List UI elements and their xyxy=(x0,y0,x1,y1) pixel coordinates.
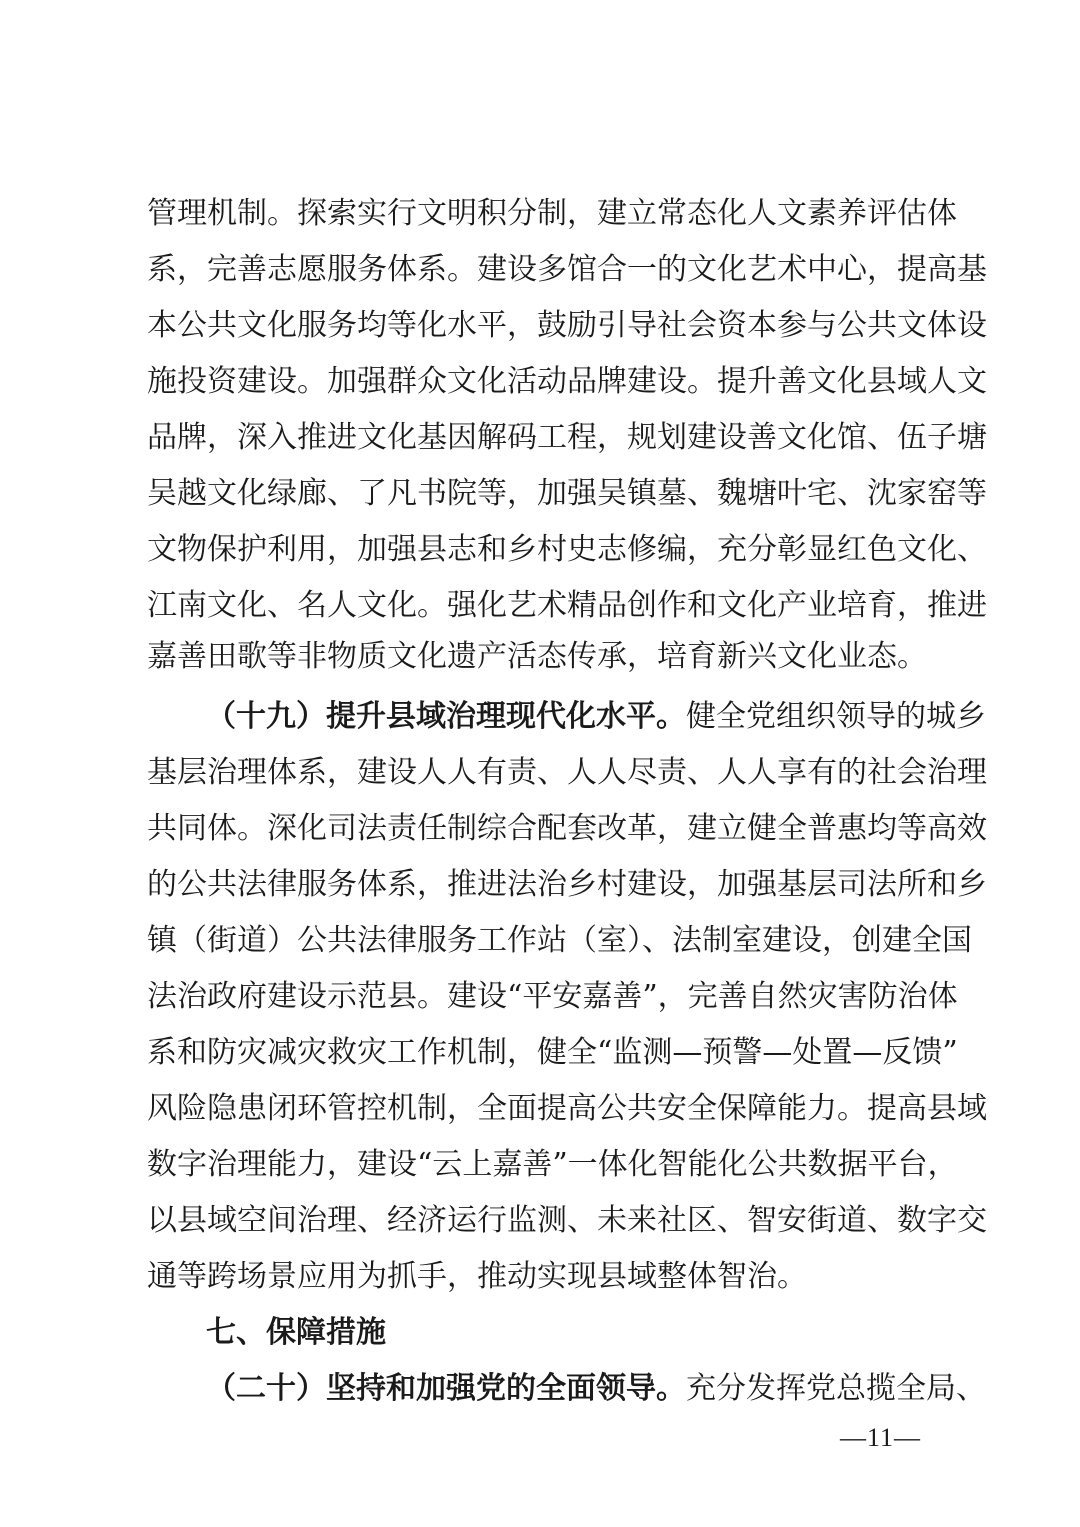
section-20-first-line xyxy=(206,1369,986,1409)
paragraph-line: 共同体。深化司法责任制综合配套改革，建立健全普惠均等高效 xyxy=(147,811,987,846)
paragraph-line: 文物保护利用，加强县志和乡村史志修编，充分彰显红色文化、 xyxy=(147,532,987,567)
paragraph-line: 施投资建设。加强群众文化活动品牌建设。提升善文化县域人文 xyxy=(147,364,987,399)
paragraph-line: 风险隐患闭环管控机制，全面提高公共安全保障能力。提高县域 xyxy=(147,1091,987,1126)
paragraph-line: 法治政府建设示范县。建设“平安嘉善”，完善自然灾害防治体 xyxy=(147,979,958,1014)
section-20-heading: （二十）坚持和加强党的全面领导。 xyxy=(206,1371,686,1406)
section-7-heading: 七、保障措施 xyxy=(206,1315,386,1350)
page-number: —11— xyxy=(840,1423,922,1452)
paragraph-line: 吴越文化绿廊、了凡书院等，加强吴镇墓、魏塘叶宅、沈家窑等 xyxy=(147,476,987,511)
paragraph-line: 本公共文化服务均等化水平，鼓励引导社会资本参与公共文体设 xyxy=(147,308,987,343)
paragraph-line: 系，完善志愿服务体系。建设多馆合一的文化艺术中心，提高基 xyxy=(147,252,987,287)
paragraph-line: 嘉善田歌等非物质文化遗产活态传承，培育新兴文化业态。 xyxy=(147,639,927,674)
paragraph-line: 镇（街道）公共法律服务工作站（室）、法制室建设，创建全国 xyxy=(147,923,972,958)
paragraph-line: 管理机制。探索实行文明积分制，建立常态化人文素养评估体 xyxy=(147,196,957,231)
paragraph-line: 数字治理能力，建设“云上嘉善”一体化智能化公共数据平台， xyxy=(147,1147,958,1182)
paragraph-line: 江南文化、名人文化。强化艺术精品创作和文化产业培育，推进 xyxy=(147,588,987,623)
section-19-first-line-text: 健全党组织领导的城乡 xyxy=(686,699,986,734)
section-20-first-line-text: 充分发挥党总揽全局、 xyxy=(686,1371,986,1406)
paragraph-line: 的公共法律服务体系，推进法治乡村建设，加强基层司法所和乡 xyxy=(147,867,987,902)
section-19-heading: （十九）提升县域治理现代化水平。 xyxy=(206,699,686,734)
paragraph-line: 系和防灾减灾救灾工作机制，健全“监测—预警—处置—反馈” xyxy=(147,1035,958,1070)
paragraph-line: 通等跨场景应用为抓手，推动实现县域整体智治。 xyxy=(147,1259,807,1294)
paragraph-line: 品牌，深入推进文化基因解码工程，规划建设善文化馆、伍子塘 xyxy=(147,420,987,455)
section-19-first-line xyxy=(206,697,986,737)
paragraph-line: 基层治理体系，建设人人有责、人人尽责、人人享有的社会治理 xyxy=(147,755,987,790)
paragraph-line: 以县域空间治理、经济运行监测、未来社区、智安街道、数字交 xyxy=(147,1203,987,1238)
